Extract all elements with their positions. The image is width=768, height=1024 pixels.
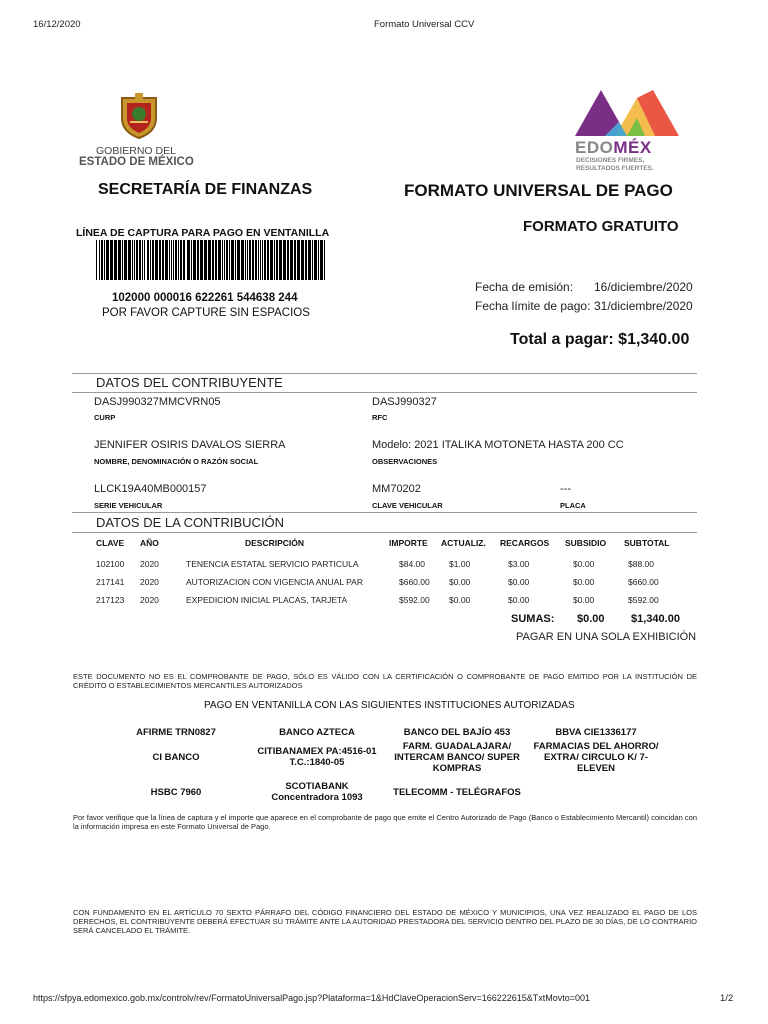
barcode-bar bbox=[212, 240, 214, 280]
placa-value: --- bbox=[560, 483, 571, 495]
table-header: SUBTOTAL bbox=[624, 538, 670, 548]
divider bbox=[72, 512, 697, 513]
table-cell: $0.00 bbox=[573, 577, 595, 587]
barcode-bar bbox=[169, 240, 170, 280]
barcode-bar bbox=[106, 240, 109, 280]
linea-captura-note: POR FAVOR CAPTURE SIN ESPACIOS bbox=[102, 307, 310, 319]
print-title: Formato Universal CCV bbox=[374, 19, 475, 30]
barcode-bar bbox=[187, 240, 190, 280]
institutions-title: PAGO EN VENTANILLA CON LAS SIGUIENTES INSTITUCIONES AUTORIZADAS bbox=[204, 700, 575, 711]
table-cell: $84.00 bbox=[399, 559, 425, 569]
institution-item: FARM. GUADALAJARA/ INTERCAM BANCO/ SUPER KOMPRAS bbox=[394, 740, 520, 774]
barcode-bar bbox=[247, 240, 248, 280]
secretaria-title: SECRETARÍA DE FINANZAS bbox=[98, 181, 313, 198]
barcode-bar bbox=[142, 240, 143, 280]
table-cell: TENENCIA ESTATAL SERVICIO PARTICULA bbox=[186, 559, 359, 569]
table-cell: 2020 bbox=[140, 559, 159, 569]
serie-value: LLCK19A40MB000157 bbox=[94, 483, 207, 495]
barcode-bar bbox=[294, 240, 296, 280]
verify-text: Por favor verifique que la línea de captura y el importe que aparece en el comprobante de pago que emite el Centro Autorizado de Pago (Banco o Establecimiento Mercantil) coincidan con la información impresa en este Formato Universal de Pago. bbox=[73, 813, 697, 831]
table-cell: $1.00 bbox=[449, 559, 471, 569]
divider bbox=[72, 392, 697, 393]
institution-item: FARMACIAS DEL AHORRO/ EXTRA/ CIRCULO K/ 7-ELEVEN bbox=[533, 740, 659, 774]
barcode-bar bbox=[237, 240, 240, 280]
barcode-bar bbox=[279, 240, 282, 280]
institution-item: BBVA CIE1336177 bbox=[555, 726, 637, 738]
barcode-bar bbox=[173, 240, 174, 280]
sumas-label: SUMAS: bbox=[511, 613, 555, 625]
barcode-bar bbox=[215, 240, 217, 280]
table-cell: $0.00 bbox=[508, 595, 530, 605]
barcode-bar bbox=[124, 240, 127, 280]
institution-item: SCOTIABANK Concentradora 1093 bbox=[271, 781, 363, 803]
barcode-bar bbox=[241, 240, 244, 280]
clave-vehicular-value: MM70202 bbox=[372, 483, 421, 495]
barcode bbox=[96, 240, 325, 280]
exhibicion-note: PAGAR EN UNA SOLA EXHIBICIÓN bbox=[516, 631, 697, 643]
emision-value: 16/diciembre/2020 bbox=[594, 280, 693, 294]
table-cell: AUTORIZACION CON VIGENCIA ANUAL PAR bbox=[186, 577, 363, 587]
table-cell: $592.00 bbox=[628, 595, 659, 605]
serie-label: SERIE VEHICULAR bbox=[94, 501, 163, 510]
barcode-bar bbox=[267, 240, 269, 280]
rfc-label: RFC bbox=[372, 413, 388, 422]
barcode-bar bbox=[222, 240, 223, 280]
barcode-bar bbox=[200, 240, 203, 280]
institution-item: HSBC 7960 bbox=[150, 786, 202, 798]
barcode-bar bbox=[318, 240, 319, 280]
barcode-bar bbox=[144, 240, 145, 280]
disclaimer-text: ESTE DOCUMENTO NO ES EL COMPROBANTE DE PAGO, SÓLO ES VÁLIDO CON LA CERTIFICACIÓN O COMPROBANTE DE PAGO EMITIDO POR LA INSTITUCIÓN DE CRÉDITO O ESTABLECIMIENTOS MERCANTILES AUTORIZADOS bbox=[73, 672, 697, 690]
table-cell: 2020 bbox=[140, 595, 159, 605]
barcode-bar bbox=[264, 240, 266, 280]
institution-item: CITIBANAMEX PA:4516-01 T.C.:1840-05 bbox=[257, 746, 377, 768]
linea-captura-number: 102000 000016 622261 544638 244 bbox=[112, 292, 298, 304]
institution-item: CI BANCO bbox=[152, 751, 200, 763]
print-url[interactable]: https://sfpya.edomexico.gob.mx/controlv/rev/FormatoUniversalPago.jsp?Plataforma=1&HdClaveOperacionServ=166222615&TxtMovto=001 bbox=[33, 993, 591, 1003]
barcode-bar bbox=[150, 240, 151, 280]
barcode-bar bbox=[183, 240, 185, 280]
barcode-bar bbox=[229, 240, 230, 280]
table-header: CLAVE bbox=[96, 538, 125, 548]
barcode-bar bbox=[193, 240, 196, 280]
curp-value: DASJ990327MMCVRN05 bbox=[94, 396, 221, 408]
table-header: AÑO bbox=[140, 538, 159, 548]
barcode-bar bbox=[301, 240, 304, 280]
contribucion-title: DATOS DE LA CONTRIBUCIÓN bbox=[96, 515, 285, 530]
barcode-bar bbox=[260, 240, 261, 280]
clave-vehicular-label: CLAVE VEHICULAR bbox=[372, 501, 443, 510]
table-cell: 217141 bbox=[96, 577, 125, 587]
barcode-bar bbox=[178, 240, 179, 280]
rfc-value: DASJ990327 bbox=[372, 396, 437, 408]
barcode-bar bbox=[297, 240, 300, 280]
barcode-bar bbox=[287, 240, 289, 280]
table-cell: $0.00 bbox=[508, 577, 530, 587]
table-cell: $88.00 bbox=[628, 559, 654, 569]
sumas-subsidio: $0.00 bbox=[577, 613, 605, 625]
barcode-bar bbox=[305, 240, 307, 280]
institution-item: BANCO DEL BAJÍO 453 bbox=[403, 726, 511, 738]
barcode-bar bbox=[252, 240, 254, 280]
barcode-bar bbox=[312, 240, 313, 280]
table-cell: 102100 bbox=[96, 559, 125, 569]
table-cell: $592.00 bbox=[399, 595, 430, 605]
barcode-bar bbox=[270, 240, 273, 280]
table-cell: 217123 bbox=[96, 595, 125, 605]
barcode-bar bbox=[208, 240, 211, 280]
barcode-bar bbox=[155, 240, 158, 280]
total-pagar: Total a pagar: $1,340.00 bbox=[510, 331, 690, 348]
table-header: RECARGOS bbox=[500, 538, 550, 548]
barcode-bar bbox=[147, 240, 149, 280]
barcode-bar bbox=[128, 240, 131, 280]
limite-label: Fecha límite de pago: bbox=[475, 299, 591, 313]
table-cell: $0.00 bbox=[449, 595, 471, 605]
limite-value: 31/diciembre/2020 bbox=[594, 299, 693, 313]
nombre-value: JENNIFER OSIRIS DAVALOS SIERRA bbox=[94, 439, 286, 451]
barcode-bar bbox=[162, 240, 164, 280]
barcode-bar bbox=[191, 240, 192, 280]
table-cell: EXPEDICION INICIAL PLACAS, TARJETA bbox=[186, 595, 348, 605]
barcode-bar bbox=[308, 240, 311, 280]
barcode-bar bbox=[134, 240, 135, 280]
barcode-bar bbox=[231, 240, 234, 280]
table-header: ACTUALIZ. bbox=[441, 538, 486, 548]
table-cell: $3.00 bbox=[508, 559, 530, 569]
barcode-bar bbox=[159, 240, 161, 280]
barcode-bar bbox=[290, 240, 293, 280]
barcode-bar bbox=[320, 240, 323, 280]
divider bbox=[72, 532, 697, 533]
table-header: SUBSIDIO bbox=[565, 538, 607, 548]
print-date: 16/12/2020 bbox=[33, 19, 81, 30]
table-cell: $660.00 bbox=[399, 577, 430, 587]
page-number: 1/2 bbox=[720, 993, 734, 1004]
nombre-label: NOMBRE, DENOMINACIÓN O RAZÓN SOCIAL bbox=[94, 457, 259, 466]
barcode-bar bbox=[249, 240, 251, 280]
barcode-bar bbox=[314, 240, 317, 280]
table-cell: 2020 bbox=[140, 577, 159, 587]
formato-gratuito: FORMATO GRATUITO bbox=[523, 218, 679, 235]
barcode-bar bbox=[104, 240, 105, 280]
sumas-total: $1,340.00 bbox=[631, 613, 680, 625]
barcode-bar bbox=[122, 240, 123, 280]
institution-item: AFIRME TRN0827 bbox=[136, 726, 216, 738]
barcode-bar bbox=[226, 240, 228, 280]
barcode-bar bbox=[96, 240, 97, 280]
curp-label: CURP bbox=[94, 413, 116, 422]
barcode-bar bbox=[132, 240, 133, 280]
barcode-bar bbox=[136, 240, 138, 280]
barcode-bar bbox=[118, 240, 121, 280]
barcode-bar bbox=[218, 240, 221, 280]
table-cell: $0.00 bbox=[573, 595, 595, 605]
barcode-bar bbox=[180, 240, 182, 280]
barcode-bar bbox=[245, 240, 246, 280]
emision-label: Fecha de emisión: bbox=[475, 280, 574, 294]
edomex-logo-icon bbox=[575, 88, 679, 138]
table-header: DESCRIPCIÓN bbox=[245, 538, 305, 548]
barcode-bar bbox=[274, 240, 275, 280]
barcode-bar bbox=[110, 240, 113, 280]
barcode-bar bbox=[165, 240, 168, 280]
barcode-bar bbox=[171, 240, 172, 280]
fundamento-text: CON FUNDAMENTO EN EL ARTÍCULO 70 SEXTO PÁRRAFO DEL CÓDIGO FINANCIERO DEL ESTADO DE MÉXICO Y MUNICIPIOS, UNA VEZ REALIZADO EL PAGO DE LOS DERECHOS, EL CONTRIBUYENTE DEBERÁ EFECTUAR SU TRÁMITE ANTE LA AUTORIDAD PRESTADORA DEL SERVICIO DENTRO DEL PLAZO DE 30 DÍAS, DE LO CONTRARIO SERÁ CANCELADO EL TRÁMITE. bbox=[73, 908, 697, 935]
table-header: IMPORTE bbox=[389, 538, 428, 548]
barcode-bar bbox=[255, 240, 257, 280]
formato-title: FORMATO UNIVERSAL DE PAGO bbox=[404, 181, 673, 200]
barcode-bar bbox=[276, 240, 278, 280]
barcode-bar bbox=[283, 240, 286, 280]
gov-logo-line2: ESTADO DE MÉXICO bbox=[79, 156, 194, 168]
barcode-bar bbox=[175, 240, 177, 280]
gov-logo-line1: GOBIERNO DEL bbox=[96, 145, 176, 157]
barcode-bar bbox=[99, 240, 100, 280]
divider bbox=[72, 373, 697, 374]
barcode-bar bbox=[204, 240, 207, 280]
table-cell: $660.00 bbox=[628, 577, 659, 587]
barcode-bar bbox=[139, 240, 141, 280]
state-coat-of-arms-icon bbox=[116, 92, 162, 140]
barcode-bar bbox=[152, 240, 154, 280]
table-cell: $0.00 bbox=[449, 577, 471, 587]
linea-captura-title: LÍNEA DE CAPTURA PARA PAGO EN VENTANILLA bbox=[76, 227, 330, 239]
table-cell: $0.00 bbox=[573, 559, 595, 569]
barcode-bar bbox=[197, 240, 199, 280]
edomex-brand: EDOMÉX bbox=[575, 138, 652, 157]
edomex-tagline: DECISIONES FIRMES, RESULTADOS FUERTES. bbox=[576, 157, 654, 172]
barcode-bar bbox=[262, 240, 263, 280]
barcode-bar bbox=[114, 240, 117, 280]
contribuyente-title: DATOS DEL CONTRIBUYENTE bbox=[96, 375, 283, 390]
observaciones-label: OBSERVACIONES bbox=[372, 457, 438, 466]
institution-item: TELECOMM - TELÉGRAFOS bbox=[393, 786, 521, 798]
barcode-bar bbox=[101, 240, 103, 280]
barcode-bar bbox=[324, 240, 325, 280]
observaciones-value: Modelo: 2021 ITALIKA MOTONETA HASTA 200 CC bbox=[372, 439, 624, 451]
placa-label: PLACA bbox=[560, 501, 586, 510]
barcode-bar bbox=[235, 240, 236, 280]
barcode-bar bbox=[224, 240, 225, 280]
institution-item: BANCO AZTECA bbox=[279, 726, 355, 738]
barcode-bar bbox=[258, 240, 259, 280]
